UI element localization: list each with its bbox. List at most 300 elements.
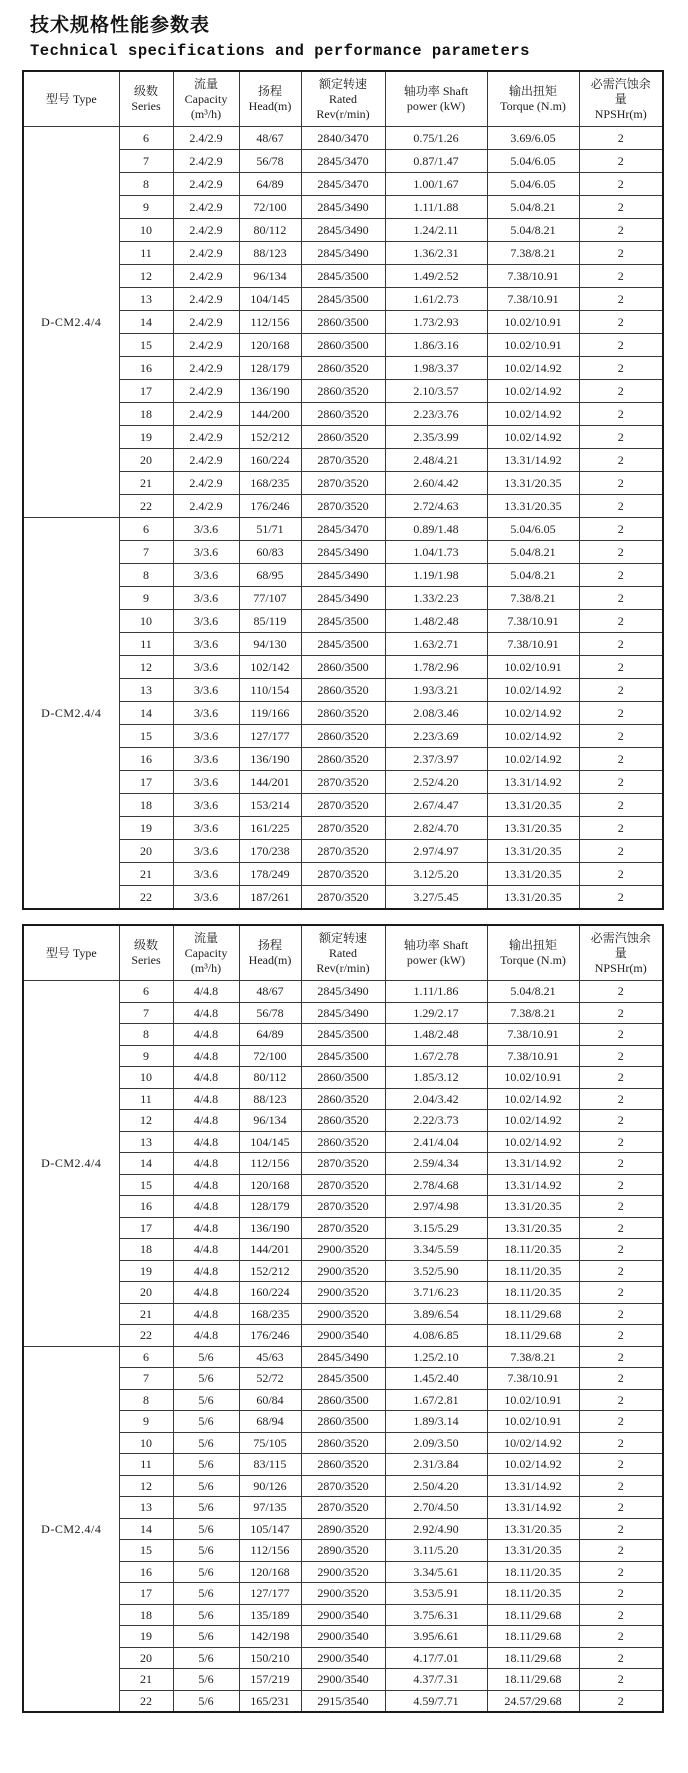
cell-rated-rev: 2870/3520 [301, 1475, 385, 1497]
cell-shaft-power: 1.63/2.71 [385, 633, 487, 656]
cell-npshr: 2 [579, 541, 663, 564]
cell-rated-rev: 2860/3520 [301, 357, 385, 380]
table-row [23, 1669, 663, 1691]
cell-npshr: 2 [579, 403, 663, 426]
cell-capacity: 3/3.6 [173, 817, 239, 840]
cell-npshr: 2 [579, 1045, 663, 1067]
table-row [23, 1174, 663, 1196]
cell-series: 18 [119, 1604, 173, 1626]
cell-capacity: 2.4/2.9 [173, 127, 239, 150]
cell-shaft-power: 1.04/1.73 [385, 541, 487, 564]
cell-capacity: 4/4.8 [173, 1153, 239, 1175]
cell-series: 18 [119, 794, 173, 817]
cell-rated-rev: 2845/3490 [301, 196, 385, 219]
cell-series: 6 [119, 981, 173, 1003]
cell-torque: 10.02/10.91 [487, 311, 579, 334]
cell-npshr: 2 [579, 1669, 663, 1691]
cell-capacity: 5/6 [173, 1583, 239, 1605]
cell-npshr: 2 [579, 1561, 663, 1583]
cell-series: 19 [119, 817, 173, 840]
cell-capacity: 5/6 [173, 1647, 239, 1669]
cell-rated-rev: 2870/3520 [301, 449, 385, 472]
table-row [23, 1518, 663, 1540]
cell-rated-rev: 2870/3520 [301, 840, 385, 863]
cell-rated-rev: 2870/3520 [301, 495, 385, 518]
table-row [23, 1067, 663, 1089]
cell-shaft-power: 0.87/1.47 [385, 150, 487, 173]
cell-torque: 13.31/20.35 [487, 1518, 579, 1540]
cell-head: 144/201 [239, 771, 301, 794]
cell-torque: 10.02/14.92 [487, 357, 579, 380]
col-header-rated-rev: 额定转速 Rated Rev(r/min) [301, 925, 385, 981]
cell-rated-rev: 2860/3500 [301, 334, 385, 357]
cell-series: 19 [119, 1260, 173, 1282]
cell-head: 176/246 [239, 1325, 301, 1347]
cell-type: D-CM2.4/4 [23, 1346, 119, 1712]
table-row [23, 1561, 663, 1583]
cell-torque: 18.11/29.68 [487, 1669, 579, 1691]
cell-series: 9 [119, 1411, 173, 1433]
cell-head: 102/142 [239, 656, 301, 679]
cell-shaft-power: 3.53/5.91 [385, 1583, 487, 1605]
cell-npshr: 2 [579, 1389, 663, 1411]
cell-npshr: 2 [579, 1368, 663, 1390]
cell-shaft-power: 3.11/5.20 [385, 1540, 487, 1562]
col-header-type: 型号 Type [23, 71, 119, 127]
cell-capacity: 3/3.6 [173, 633, 239, 656]
cell-shaft-power: 1.73/2.93 [385, 311, 487, 334]
cell-shaft-power: 2.97/4.98 [385, 1196, 487, 1218]
page-title-zh: 技术规格性能参数表 [30, 15, 211, 36]
cell-rated-rev: 2860/3520 [301, 1088, 385, 1110]
table-row [23, 1088, 663, 1110]
cell-series: 9 [119, 196, 173, 219]
cell-series: 6 [119, 518, 173, 541]
cell-capacity: 3/3.6 [173, 541, 239, 564]
cell-capacity: 5/6 [173, 1669, 239, 1691]
cell-capacity: 3/3.6 [173, 794, 239, 817]
cell-capacity: 5/6 [173, 1411, 239, 1433]
cell-rated-rev: 2900/3520 [301, 1239, 385, 1261]
cell-torque: 5.04/6.05 [487, 518, 579, 541]
cell-head: 128/179 [239, 357, 301, 380]
cell-head: 56/78 [239, 1002, 301, 1024]
table-row [23, 817, 663, 840]
col-header-series: 级数 Series [119, 71, 173, 127]
cell-shaft-power: 2.23/3.76 [385, 403, 487, 426]
cell-capacity: 4/4.8 [173, 1239, 239, 1261]
cell-shaft-power: 3.34/5.59 [385, 1239, 487, 1261]
cell-head: 88/123 [239, 242, 301, 265]
cell-rated-rev: 2900/3520 [301, 1561, 385, 1583]
cell-capacity: 3/3.6 [173, 702, 239, 725]
cell-npshr: 2 [579, 1196, 663, 1218]
cell-rated-rev: 2845/3500 [301, 288, 385, 311]
cell-npshr: 2 [579, 1153, 663, 1175]
cell-npshr: 2 [579, 1346, 663, 1368]
cell-series: 15 [119, 1174, 173, 1196]
cell-series: 10 [119, 1067, 173, 1089]
cell-shaft-power: 2.82/4.70 [385, 817, 487, 840]
cell-shaft-power: 2.41/4.04 [385, 1131, 487, 1153]
cell-torque: 5.04/8.21 [487, 981, 579, 1003]
cell-series: 11 [119, 242, 173, 265]
cell-torque: 13.31/20.35 [487, 794, 579, 817]
cell-series: 11 [119, 1454, 173, 1476]
cell-series: 21 [119, 1669, 173, 1691]
cell-capacity: 5/6 [173, 1604, 239, 1626]
cell-torque: 10.02/14.92 [487, 403, 579, 426]
table-row [23, 357, 663, 380]
cell-shaft-power: 1.48/2.48 [385, 1024, 487, 1046]
cell-series: 14 [119, 1518, 173, 1540]
cell-shaft-power: 2.92/4.90 [385, 1518, 487, 1540]
cell-npshr: 2 [579, 1024, 663, 1046]
cell-shaft-power: 2.50/4.20 [385, 1475, 487, 1497]
cell-capacity: 3/3.6 [173, 863, 239, 886]
cell-npshr: 2 [579, 725, 663, 748]
cell-shaft-power: 3.52/5.90 [385, 1260, 487, 1282]
cell-head: 64/89 [239, 1024, 301, 1046]
cell-capacity: 5/6 [173, 1540, 239, 1562]
cell-shaft-power: 2.78/4.68 [385, 1174, 487, 1196]
cell-series: 16 [119, 1561, 173, 1583]
cell-torque: 10.02/14.92 [487, 380, 579, 403]
cell-shaft-power: 1.45/2.40 [385, 1368, 487, 1390]
cell-npshr: 2 [579, 472, 663, 495]
cell-series: 8 [119, 173, 173, 196]
cell-capacity: 5/6 [173, 1626, 239, 1648]
cell-rated-rev: 2860/3500 [301, 311, 385, 334]
col-header-type: 型号 Type [23, 925, 119, 981]
table-row [23, 1260, 663, 1282]
cell-rated-rev: 2860/3520 [301, 1110, 385, 1132]
cell-head: 52/72 [239, 1368, 301, 1390]
col-header-capacity: 流量 Capacity (m³/h) [173, 71, 239, 127]
col-header-head: 扬程 Head(m) [239, 71, 301, 127]
cell-head: 176/246 [239, 495, 301, 518]
col-header-head: 扬程 Head(m) [239, 925, 301, 981]
cell-shaft-power: 1.67/2.81 [385, 1389, 487, 1411]
cell-head: 178/249 [239, 863, 301, 886]
cell-capacity: 2.4/2.9 [173, 403, 239, 426]
cell-capacity: 3/3.6 [173, 564, 239, 587]
cell-torque: 18.11/29.68 [487, 1325, 579, 1347]
cell-npshr: 2 [579, 1626, 663, 1648]
cell-torque: 10.02/14.92 [487, 1131, 579, 1153]
cell-head: 153/214 [239, 794, 301, 817]
cell-capacity: 4/4.8 [173, 1131, 239, 1153]
cell-series: 21 [119, 1303, 173, 1325]
cell-rated-rev: 2890/3520 [301, 1518, 385, 1540]
cell-npshr: 2 [579, 242, 663, 265]
col-header-npshr: 必需汽蚀余 量 NPSHr(m) [579, 925, 663, 981]
cell-torque: 13.31/20.35 [487, 1217, 579, 1239]
cell-torque: 18.11/20.35 [487, 1239, 579, 1261]
cell-npshr: 2 [579, 1432, 663, 1454]
cell-capacity: 2.4/2.9 [173, 472, 239, 495]
cell-torque: 7.38/10.91 [487, 1024, 579, 1046]
cell-series: 21 [119, 472, 173, 495]
cell-npshr: 2 [579, 1690, 663, 1712]
cell-shaft-power: 2.31/3.84 [385, 1454, 487, 1476]
cell-shaft-power: 1.85/3.12 [385, 1067, 487, 1089]
cell-head: 45/63 [239, 1346, 301, 1368]
table-row [23, 886, 663, 910]
cell-capacity: 2.4/2.9 [173, 173, 239, 196]
cell-npshr: 2 [579, 1497, 663, 1519]
cell-series: 18 [119, 403, 173, 426]
cell-series: 12 [119, 1110, 173, 1132]
cell-torque: 7.38/8.21 [487, 1346, 579, 1368]
cell-torque: 10.02/10.91 [487, 334, 579, 357]
cell-head: 64/89 [239, 173, 301, 196]
cell-capacity: 3/3.6 [173, 587, 239, 610]
cell-rated-rev: 2860/3520 [301, 702, 385, 725]
cell-series: 22 [119, 886, 173, 910]
cell-series: 14 [119, 1153, 173, 1175]
cell-shaft-power: 1.00/1.67 [385, 173, 487, 196]
cell-capacity: 4/4.8 [173, 1174, 239, 1196]
cell-series: 12 [119, 656, 173, 679]
cell-rated-rev: 2900/3540 [301, 1669, 385, 1691]
cell-series: 8 [119, 1024, 173, 1046]
cell-head: 152/212 [239, 1260, 301, 1282]
table-row [23, 1045, 663, 1067]
cell-shaft-power: 2.59/4.34 [385, 1153, 487, 1175]
cell-series: 18 [119, 1239, 173, 1261]
cell-torque: 5.04/8.21 [487, 196, 579, 219]
cell-series: 17 [119, 1583, 173, 1605]
page-title-en: Technical specifications and performance parameters [30, 42, 530, 60]
cell-shaft-power: 3.95/6.61 [385, 1626, 487, 1648]
cell-head: 144/201 [239, 1239, 301, 1261]
table-row [23, 1497, 663, 1519]
table-row [23, 1325, 663, 1347]
cell-npshr: 2 [579, 679, 663, 702]
cell-series: 6 [119, 127, 173, 150]
cell-npshr: 2 [579, 1282, 663, 1304]
cell-head: 150/210 [239, 1647, 301, 1669]
cell-npshr: 2 [579, 1604, 663, 1626]
cell-head: 90/126 [239, 1475, 301, 1497]
cell-head: 165/231 [239, 1690, 301, 1712]
cell-series: 8 [119, 564, 173, 587]
cell-capacity: 3/3.6 [173, 748, 239, 771]
table-row [23, 127, 663, 150]
cell-head: 96/134 [239, 265, 301, 288]
cell-torque: 13.31/20.35 [487, 840, 579, 863]
cell-torque: 18.11/29.68 [487, 1604, 579, 1626]
col-header-torque: 输出扭矩 Torque (N.m) [487, 925, 579, 981]
cell-head: 68/95 [239, 564, 301, 587]
cell-series: 22 [119, 495, 173, 518]
cell-capacity: 3/3.6 [173, 610, 239, 633]
cell-head: 152/212 [239, 426, 301, 449]
table-row [23, 1604, 663, 1626]
cell-capacity: 3/3.6 [173, 656, 239, 679]
cell-head: 136/190 [239, 748, 301, 771]
cell-npshr: 2 [579, 1260, 663, 1282]
cell-torque: 5.04/6.05 [487, 173, 579, 196]
cell-shaft-power: 4.59/7.71 [385, 1690, 487, 1712]
table-row [23, 1368, 663, 1390]
cell-torque: 10.02/10.91 [487, 1411, 579, 1433]
cell-npshr: 2 [579, 886, 663, 910]
cell-shaft-power: 1.93/3.21 [385, 679, 487, 702]
cell-type: D-CM2.4/4 [23, 981, 119, 1347]
cell-capacity: 2.4/2.9 [173, 219, 239, 242]
cell-series: 13 [119, 679, 173, 702]
cell-head: 68/94 [239, 1411, 301, 1433]
cell-torque: 18.11/29.68 [487, 1626, 579, 1648]
table-row [23, 1002, 663, 1024]
cell-torque: 10.02/14.92 [487, 426, 579, 449]
cell-shaft-power: 1.11/1.86 [385, 981, 487, 1003]
cell-npshr: 2 [579, 748, 663, 771]
cell-series: 17 [119, 380, 173, 403]
cell-capacity: 5/6 [173, 1497, 239, 1519]
cell-shaft-power: 2.04/3.42 [385, 1088, 487, 1110]
table-row [23, 288, 663, 311]
cell-torque: 13.31/20.35 [487, 863, 579, 886]
table-row [23, 196, 663, 219]
cell-torque: 18.11/20.35 [487, 1282, 579, 1304]
cell-head: 80/112 [239, 1067, 301, 1089]
cell-shaft-power: 1.86/3.16 [385, 334, 487, 357]
cell-npshr: 2 [579, 981, 663, 1003]
cell-shaft-power: 1.67/2.78 [385, 1045, 487, 1067]
cell-series: 9 [119, 587, 173, 610]
cell-capacity: 2.4/2.9 [173, 311, 239, 334]
cell-rated-rev: 2860/3500 [301, 1389, 385, 1411]
cell-shaft-power: 3.75/6.31 [385, 1604, 487, 1626]
cell-head: 160/224 [239, 1282, 301, 1304]
cell-rated-rev: 2900/3540 [301, 1604, 385, 1626]
cell-series: 20 [119, 840, 173, 863]
table-row [23, 518, 663, 541]
cell-series: 7 [119, 1002, 173, 1024]
cell-torque: 13.31/20.35 [487, 1540, 579, 1562]
cell-rated-rev: 2860/3520 [301, 679, 385, 702]
cell-rated-rev: 2860/3520 [301, 403, 385, 426]
table-row [23, 794, 663, 817]
cell-shaft-power: 2.37/3.97 [385, 748, 487, 771]
cell-rated-rev: 2845/3470 [301, 150, 385, 173]
table-row [23, 311, 663, 334]
table-row [23, 1475, 663, 1497]
cell-shaft-power: 1.11/1.88 [385, 196, 487, 219]
cell-series: 15 [119, 725, 173, 748]
header-row [23, 71, 663, 127]
cell-torque: 10.02/14.92 [487, 1454, 579, 1476]
cell-shaft-power: 1.98/3.37 [385, 357, 487, 380]
cell-head: 97/135 [239, 1497, 301, 1519]
cell-head: 72/100 [239, 1045, 301, 1067]
cell-head: 157/219 [239, 1669, 301, 1691]
table-row [23, 495, 663, 518]
cell-shaft-power: 1.25/2.10 [385, 1346, 487, 1368]
cell-torque: 5.04/8.21 [487, 564, 579, 587]
cell-shaft-power: 2.35/3.99 [385, 426, 487, 449]
cell-rated-rev: 2900/3520 [301, 1303, 385, 1325]
table-row [23, 426, 663, 449]
cell-capacity: 4/4.8 [173, 1196, 239, 1218]
cell-npshr: 2 [579, 1325, 663, 1347]
cell-series: 16 [119, 1196, 173, 1218]
table-row [23, 1110, 663, 1132]
cell-series: 22 [119, 1690, 173, 1712]
cell-npshr: 2 [579, 173, 663, 196]
table-row [23, 679, 663, 702]
cell-head: 160/224 [239, 449, 301, 472]
col-header-rated-rev: 额定转速 Rated Rev(r/min) [301, 71, 385, 127]
cell-rated-rev: 2870/3520 [301, 1196, 385, 1218]
cell-head: 144/200 [239, 403, 301, 426]
cell-npshr: 2 [579, 1475, 663, 1497]
cell-torque: 7.38/10.91 [487, 1045, 579, 1067]
cell-npshr: 2 [579, 1239, 663, 1261]
table-row [23, 1389, 663, 1411]
cell-series: 22 [119, 1325, 173, 1347]
cell-shaft-power: 2.67/4.47 [385, 794, 487, 817]
cell-head: 104/145 [239, 1131, 301, 1153]
cell-series: 20 [119, 1647, 173, 1669]
cell-rated-rev: 2845/3500 [301, 610, 385, 633]
table-row [23, 1282, 663, 1304]
cell-shaft-power: 2.60/4.42 [385, 472, 487, 495]
cell-capacity: 2.4/2.9 [173, 334, 239, 357]
table-row [23, 1239, 663, 1261]
cell-rated-rev: 2860/3500 [301, 656, 385, 679]
table-row [23, 1626, 663, 1648]
cell-torque: 3.69/6.05 [487, 127, 579, 150]
cell-torque: 5.04/8.21 [487, 219, 579, 242]
cell-capacity: 3/3.6 [173, 771, 239, 794]
cell-npshr: 2 [579, 771, 663, 794]
cell-series: 10 [119, 610, 173, 633]
table-row [23, 1196, 663, 1218]
cell-npshr: 2 [579, 1067, 663, 1089]
table-row [23, 1303, 663, 1325]
cell-npshr: 2 [579, 564, 663, 587]
cell-shaft-power: 2.08/3.46 [385, 702, 487, 725]
col-header-npshr: 必需汽蚀余 量 NPSHr(m) [579, 71, 663, 127]
cell-head: 77/107 [239, 587, 301, 610]
table-row [23, 150, 663, 173]
cell-torque: 10.02/14.92 [487, 1088, 579, 1110]
cell-rated-rev: 2870/3520 [301, 472, 385, 495]
cell-head: 161/225 [239, 817, 301, 840]
cell-series: 11 [119, 1088, 173, 1110]
cell-shaft-power: 2.23/3.69 [385, 725, 487, 748]
cell-series: 21 [119, 863, 173, 886]
cell-capacity: 4/4.8 [173, 1024, 239, 1046]
spec-table-2-container [22, 924, 688, 1713]
cell-rated-rev: 2845/3490 [301, 1346, 385, 1368]
cell-capacity: 5/6 [173, 1389, 239, 1411]
cell-head: 168/235 [239, 1303, 301, 1325]
cell-head: 128/179 [239, 1196, 301, 1218]
cell-rated-rev: 2900/3540 [301, 1647, 385, 1669]
cell-series: 8 [119, 1389, 173, 1411]
cell-series: 7 [119, 541, 173, 564]
cell-npshr: 2 [579, 426, 663, 449]
cell-shaft-power: 4.08/6.85 [385, 1325, 487, 1347]
cell-series: 11 [119, 633, 173, 656]
table-row [23, 1153, 663, 1175]
cell-npshr: 2 [579, 357, 663, 380]
